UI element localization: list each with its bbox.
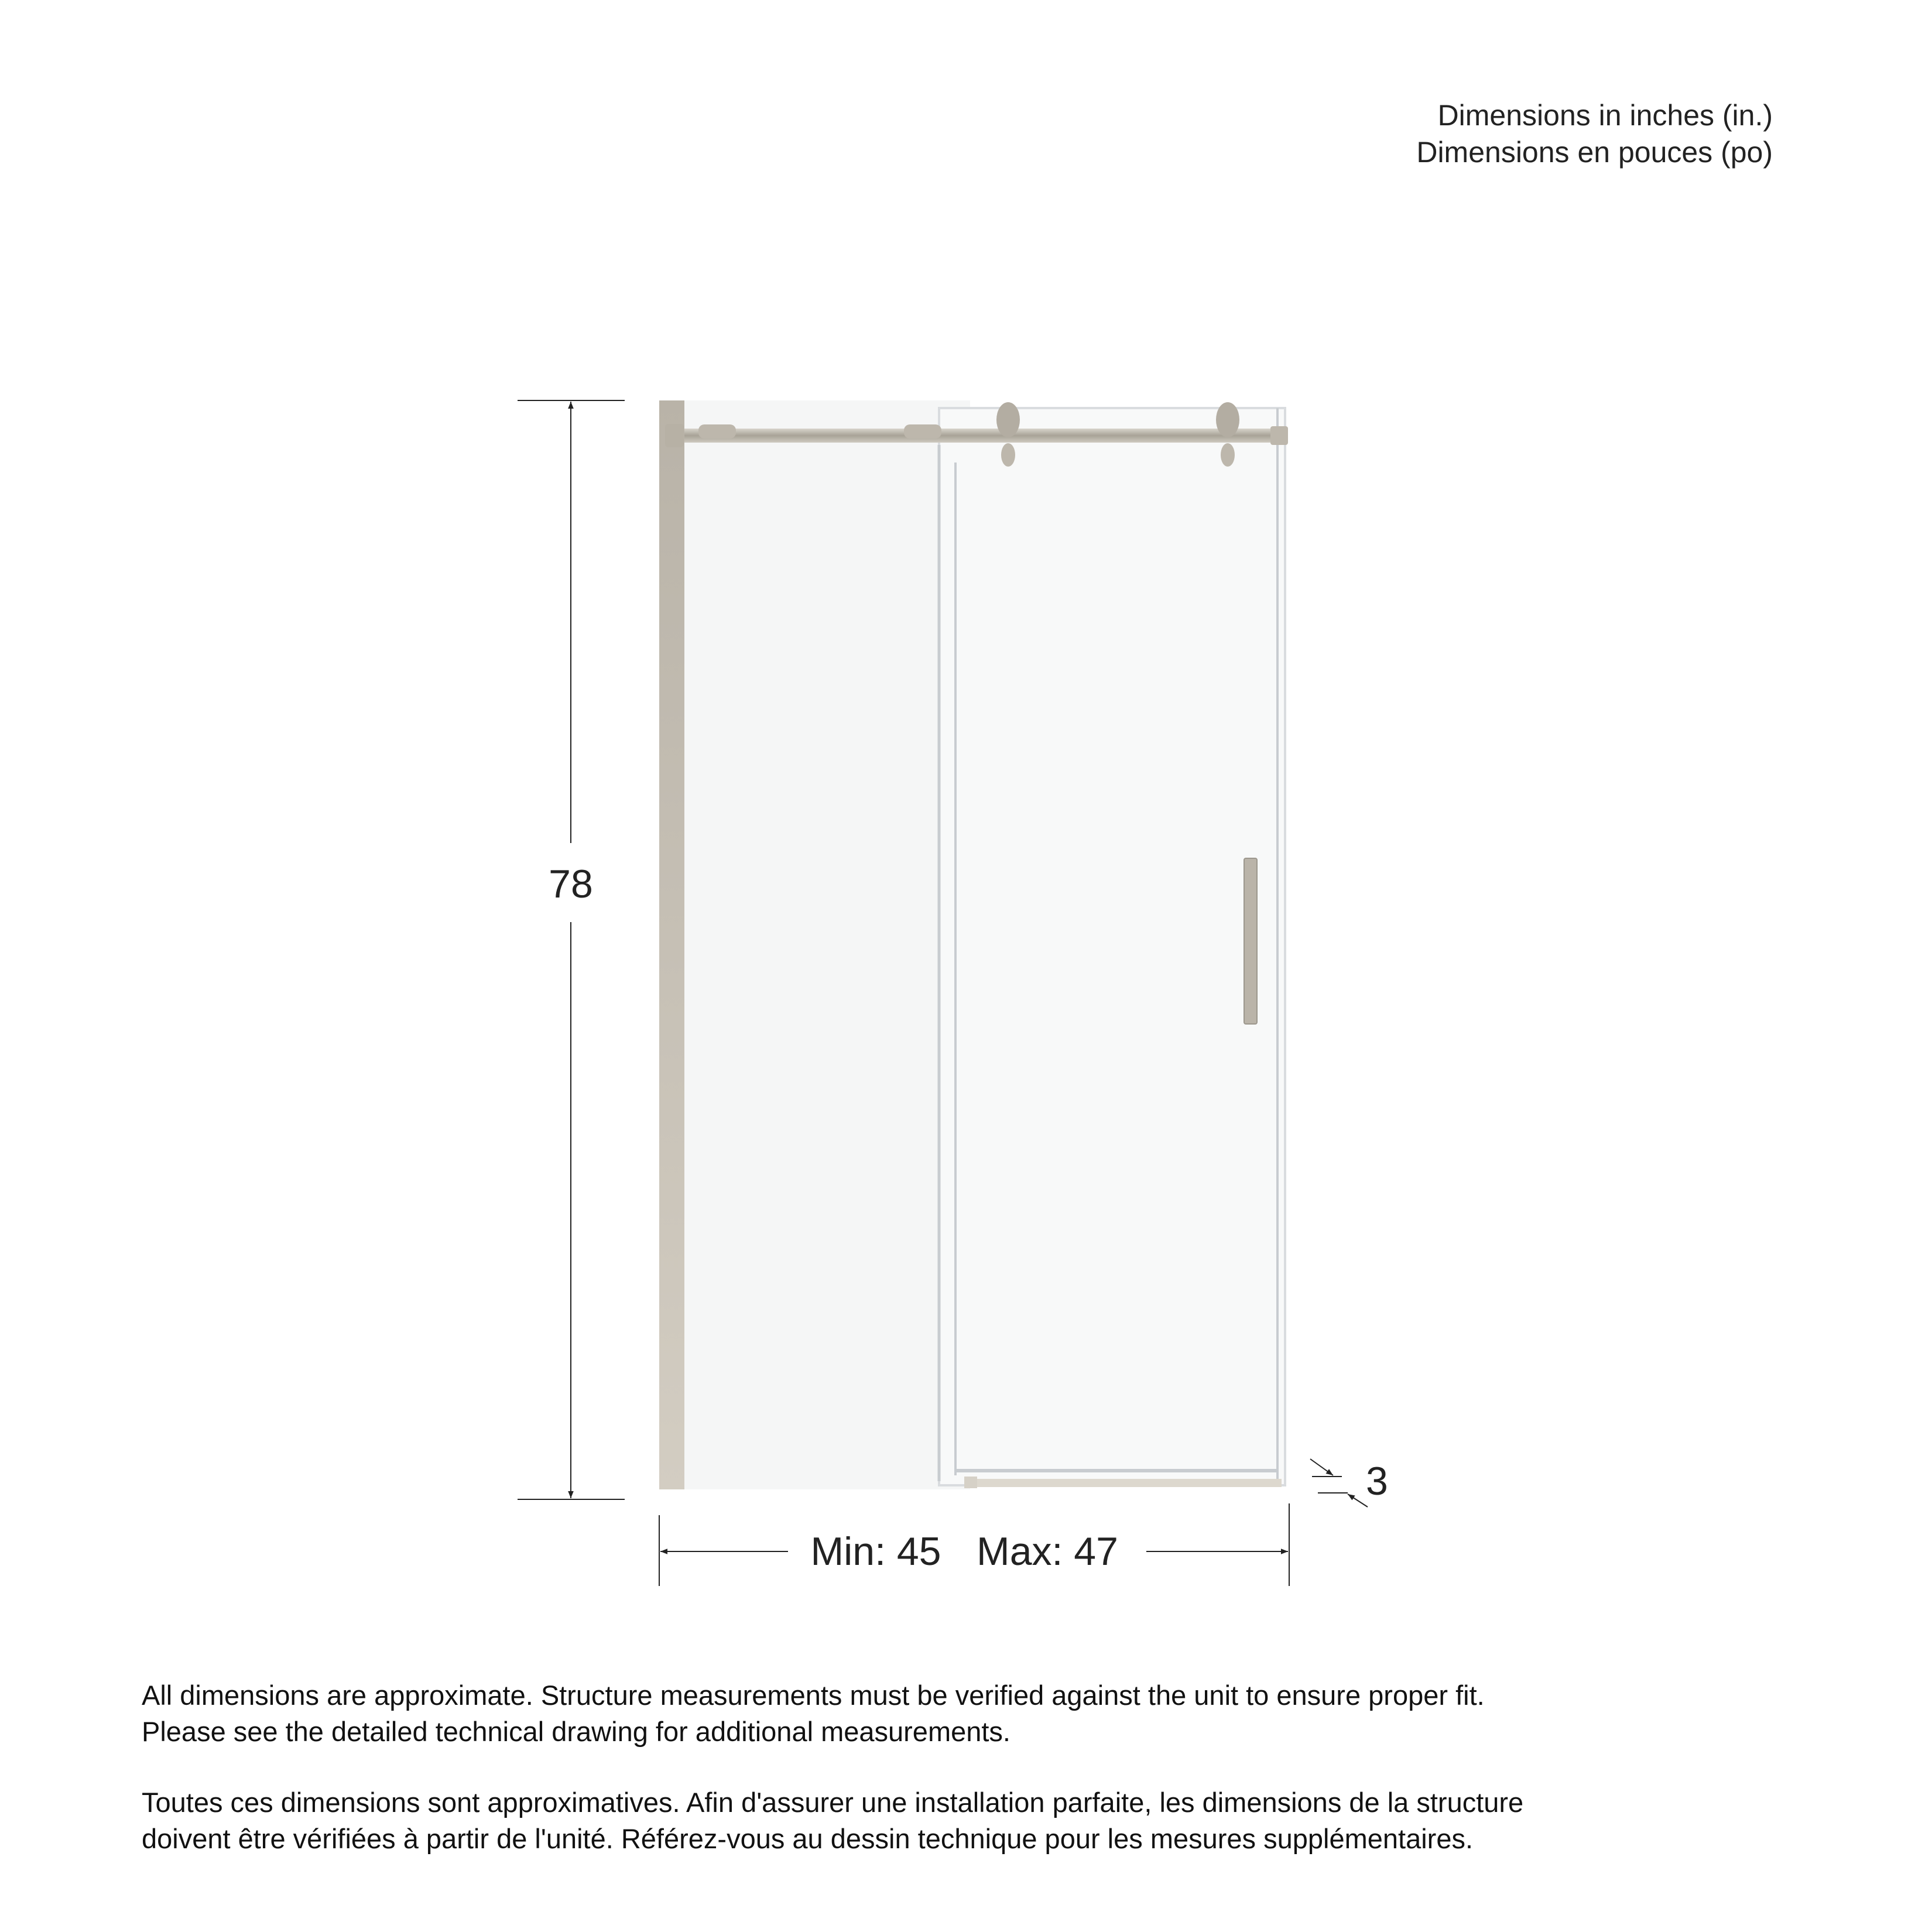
note-en-line2: Please see the detailed technical drawing for additional measurements. [142,1716,1010,1747]
track-dimension [1310,1459,1388,1507]
note-fr-line2: doivent être vérifiées à partir de l'unité. Référez-vous au dessin technique pour les mesures supplémentaires. [142,1823,1474,1854]
track-height-value: 3 [1366,1459,1388,1503]
door-handle [1244,858,1257,1024]
note-fr-line1: Toutes ces dimensions sont approximatives. Afin d'assurer une installation parfaite, les dimensions de la structure [142,1787,1524,1818]
units-label-fr: Dimensions en pouces (po) [1416,136,1773,169]
dimension-arrow [1348,1494,1368,1507]
wall-post [659,400,684,1489]
bottom-track [977,1479,1282,1487]
rail-bracket [665,424,684,447]
width-max-value: Max: 47 [977,1529,1118,1574]
sliding-rail [684,429,1288,443]
rail-stopper [698,424,736,439]
rail-stopper [904,424,941,439]
width-dimension [659,1503,1289,1586]
fixed-glass-panel [684,400,970,1489]
rail-end-cap [1270,426,1288,445]
shower-door [659,400,1288,1489]
note-en-line1: All dimensions are approximate. Structure measurements must be verified against the unit to ensure proper fit. [142,1680,1485,1711]
height-dimension [518,400,625,1499]
units-label-en: Dimensions in inches (in.) [1437,99,1773,132]
height-value: 78 [549,862,593,906]
dimension-arrow [1310,1459,1333,1475]
track-end [964,1477,977,1488]
sliding-door-panel [939,408,1285,1485]
width-min-value: Min: 45 [810,1529,941,1574]
